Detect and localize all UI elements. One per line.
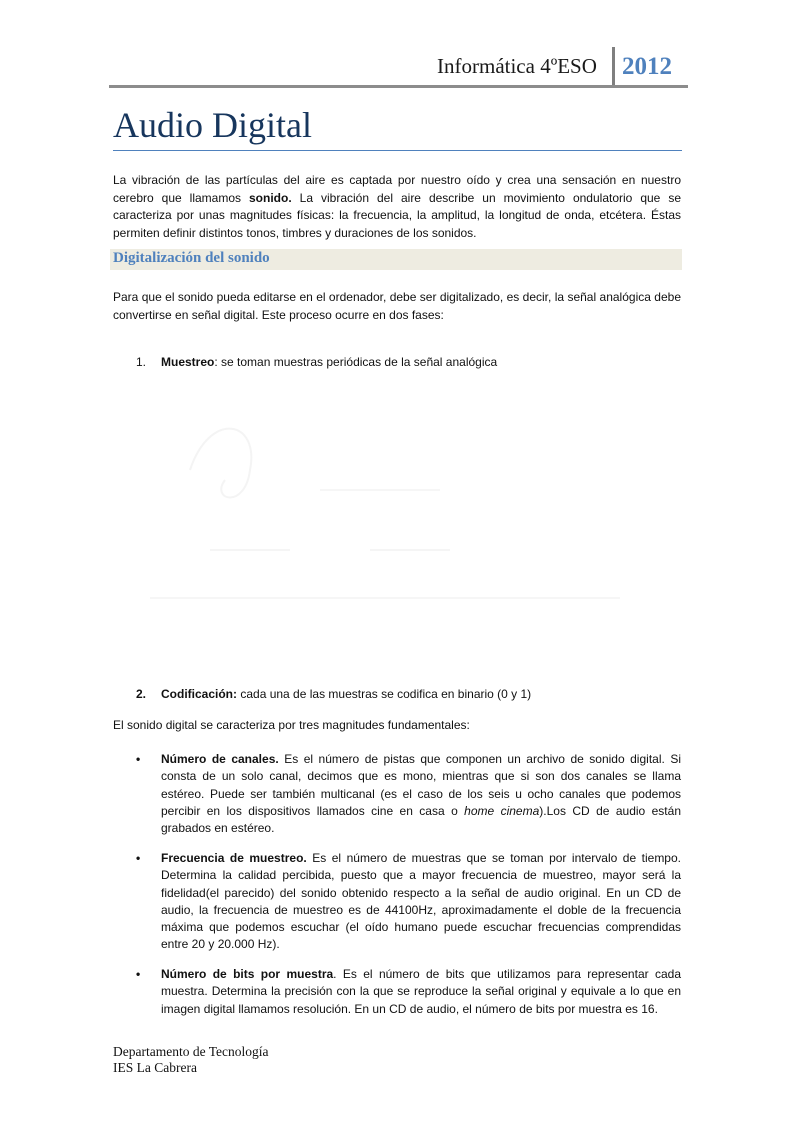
bullet-term: Número de bits por muestra xyxy=(161,967,334,981)
bullet-icon: • xyxy=(136,851,141,865)
footer-school: IES La Cabrera xyxy=(113,1060,197,1075)
bullet-text xyxy=(161,751,681,837)
bullet-italic: home cinema xyxy=(464,803,540,818)
bullet-body: . Es el número de bits que utilizamos para representar cada muestra. Determina la precisión con la que se reproduce la señal original y equivale a lo que en imagen digital llamamos resolución. En un CD de audio, el número de bits por muestra es 16. xyxy=(161,967,681,1016)
step-text: cada una de las muestras se codifica en binario (0 y 1) xyxy=(237,687,532,701)
step-item xyxy=(136,354,681,371)
bullet-item-channels xyxy=(136,751,681,837)
page-title: Audio Digital xyxy=(113,105,312,145)
bullet-body: Es el número de muestras que se toman por intervalo de tiempo. Determina la calidad percibida, puesto que a mayor frecuencia de muestreo, mayor será la fidelidad(el parecido) del sonido obtenido respecto a la señal de audio original. En un CD de audio, la frecuencia de muestreo es de 44100Hz, aproximadamente el doble de la frecuencia máxima que podemos escuchar (el oído humano puede escuchar frecuencias comprendidas entre 20 y 20.000 Hz). xyxy=(161,851,681,952)
section-paragraph: Para que el sonido pueda editarse en el ordenador, debe ser digitalizado, es decir, la señal analógica debe convertirse en señal digital. Este proceso ocurre en dos fases: xyxy=(113,290,681,322)
footer xyxy=(113,1044,269,1076)
bullet-item-bits xyxy=(136,966,681,1018)
step-term: Codificación: xyxy=(161,687,238,701)
bullet-icon: • xyxy=(136,752,141,766)
header-divider xyxy=(612,47,615,87)
section-heading: Digitalización del sonido xyxy=(113,250,270,266)
header-year: 2012 xyxy=(622,53,672,80)
bullet-text xyxy=(161,966,681,1018)
footer-department: Departamento de Tecnología xyxy=(113,1044,269,1059)
bullet-body-end: ).Los CD de audio están grabados en estéreo. xyxy=(161,803,681,836)
title-underline xyxy=(113,150,682,151)
intro-text-1: La vibración de las partículas del aire es captada por nuestro oído y crea una sensación en nuestro cerebro que llamamos xyxy=(113,173,681,205)
step-number: 1. xyxy=(136,355,147,369)
bullet-body: Es el número de pistas que componen un archivo de sonido digital. Si consta de un solo canal, decimos que es mono, mientras que si son dos canales se llama estéreo. Puede ser también multicanal (es el caso de los seis u ocho canales que podemos percibir en los dispositivos llamados cine en casa o xyxy=(161,752,681,818)
step-term: Muestreo xyxy=(161,355,215,369)
bullet-term: Frecuencia de muestreo. xyxy=(161,851,307,865)
bullet-text xyxy=(161,850,681,954)
bullet-icon: • xyxy=(136,967,141,981)
header-course: Informática 4ºESO xyxy=(437,54,597,78)
bullet-item-sampling-rate xyxy=(136,850,681,954)
figure-faint-wave xyxy=(190,429,251,498)
step-number: 2. xyxy=(136,687,147,701)
header-rule xyxy=(109,85,688,88)
bullet-term: Número de canales. xyxy=(161,752,279,766)
magnitudes-intro: El sonido digital se caracteriza por tres magnitudes fundamentales: xyxy=(113,718,470,732)
intro-text-2: La vibración del aire describe un movimiento ondulatorio que se caracteriza por unas magnitudes físicas: la frecuencia, la amplitud, la longitud de onda, etcétera. Éstas permiten definir distintos tonos, timbres y duraciones de los sonidos. xyxy=(113,190,681,240)
step-text: : se toman muestras periódicas de la señal analógica xyxy=(214,355,498,369)
intro-paragraph xyxy=(113,172,681,242)
step-item xyxy=(136,686,681,703)
intro-bold-term: sonido. xyxy=(249,190,292,205)
sampling-figure xyxy=(150,410,625,630)
